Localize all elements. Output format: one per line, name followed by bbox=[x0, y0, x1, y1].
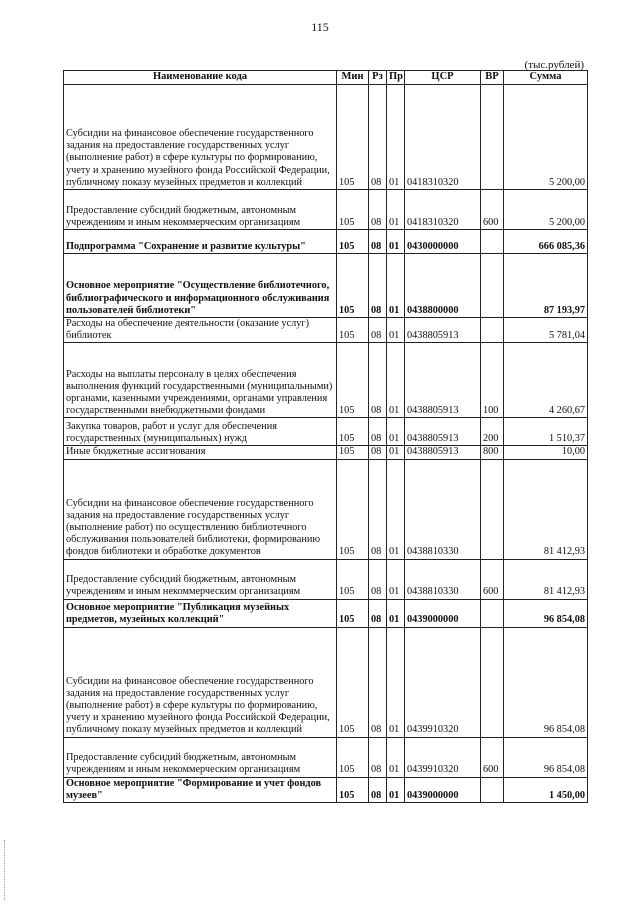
cell-csr: 0418310320 bbox=[405, 190, 481, 230]
cell-sum: 1 450,00 bbox=[504, 777, 588, 802]
cell-csr: 0439910320 bbox=[405, 627, 481, 737]
cell-pr: 01 bbox=[387, 343, 405, 418]
cell-sum: 5 200,00 bbox=[504, 190, 588, 230]
cell-min: 105 bbox=[337, 254, 369, 318]
cell-rz: 08 bbox=[369, 737, 387, 777]
cell-csr: 0438800000 bbox=[405, 254, 481, 318]
cell-sum: 10,00 bbox=[504, 446, 588, 459]
cell-csr: 0438805913 bbox=[405, 418, 481, 446]
cell-name: Иные бюджетные ассигнования bbox=[64, 446, 337, 459]
cell-vr bbox=[481, 230, 504, 254]
cell-name: Закупка товаров, работ и услуг для обеспечения государственных (муниципальных) нужд bbox=[64, 418, 337, 446]
page-number: 115 bbox=[311, 20, 329, 34]
cell-pr: 01 bbox=[387, 559, 405, 599]
cell-min: 105 bbox=[337, 230, 369, 254]
cell-rz: 08 bbox=[369, 777, 387, 802]
table-row bbox=[64, 599, 588, 627]
cell-pr: 01 bbox=[387, 190, 405, 230]
cell-vr bbox=[481, 318, 504, 343]
cell-rz: 08 bbox=[369, 559, 387, 599]
header-pr: Пр bbox=[387, 71, 405, 85]
cell-pr: 01 bbox=[387, 230, 405, 254]
cell-name: Расходы на обеспечение деятельности (оказание услуг) библиотек bbox=[64, 318, 337, 343]
cell-sum: 1 510,37 bbox=[504, 418, 588, 446]
cell-csr: 0430000000 bbox=[405, 230, 481, 254]
cell-rz: 08 bbox=[369, 459, 387, 559]
cell-name: Основное мероприятие "Осуществление библиотечного, библиографического и информационного обслуживания пользователей библиотеки" bbox=[64, 254, 337, 318]
table-row bbox=[64, 85, 588, 190]
table-row bbox=[64, 418, 588, 446]
cell-rz: 08 bbox=[369, 627, 387, 737]
cell-pr: 01 bbox=[387, 446, 405, 459]
cell-vr: 600 bbox=[481, 737, 504, 777]
cell-min: 105 bbox=[337, 446, 369, 459]
cell-name: Субсидии на финансовое обеспечение государственного задания на предоставление государственных услуг (выполнение работ) в сфере культуры по формированию, учету и хранению музейного фонда Российской Федерации, публичному показу музейных предметов и коллекций bbox=[64, 627, 337, 737]
cell-name: Основное мероприятие "Формирование и учет фондов музеев" bbox=[64, 777, 337, 802]
cell-csr: 0418310320 bbox=[405, 85, 481, 190]
cell-vr bbox=[481, 777, 504, 802]
table-row bbox=[64, 190, 588, 230]
cell-sum: 4 260,67 bbox=[504, 343, 588, 418]
cell-sum: 81 412,93 bbox=[504, 559, 588, 599]
cell-vr bbox=[481, 254, 504, 318]
cell-vr bbox=[481, 627, 504, 737]
cell-csr: 0438805913 bbox=[405, 318, 481, 343]
table-row bbox=[64, 459, 588, 559]
cell-sum: 81 412,93 bbox=[504, 459, 588, 559]
cell-min: 105 bbox=[337, 737, 369, 777]
cell-min: 105 bbox=[337, 777, 369, 802]
cell-vr bbox=[481, 599, 504, 627]
cell-pr: 01 bbox=[387, 737, 405, 777]
cell-vr: 800 bbox=[481, 446, 504, 459]
header-csr: ЦСР bbox=[405, 71, 481, 85]
cell-vr: 600 bbox=[481, 559, 504, 599]
header-name: Наименование кода bbox=[64, 71, 337, 85]
cell-sum: 96 854,08 bbox=[504, 599, 588, 627]
header-vr: ВР bbox=[481, 71, 504, 85]
table-row bbox=[64, 446, 588, 459]
cell-min: 105 bbox=[337, 459, 369, 559]
cell-pr: 01 bbox=[387, 627, 405, 737]
cell-vr bbox=[481, 459, 504, 559]
cell-sum: 5 781,04 bbox=[504, 318, 588, 343]
cell-pr: 01 bbox=[387, 459, 405, 559]
cell-min: 105 bbox=[337, 318, 369, 343]
header-rz: Рз bbox=[369, 71, 387, 85]
cell-min: 105 bbox=[337, 190, 369, 230]
cell-rz: 08 bbox=[369, 318, 387, 343]
cell-csr: 0439000000 bbox=[405, 777, 481, 802]
table-row bbox=[64, 254, 588, 318]
cell-csr: 0438805913 bbox=[405, 446, 481, 459]
cell-name: Предоставление субсидий бюджетным, автономным учреждениям и иным некоммерческим организациям bbox=[64, 559, 337, 599]
budget-table bbox=[63, 70, 588, 803]
cell-sum: 5 200,00 bbox=[504, 85, 588, 190]
table-row bbox=[64, 627, 588, 737]
header-min: Мин bbox=[337, 71, 369, 85]
cell-name: Субсидии на финансовое обеспечение государственного задания на предоставление государственных услуг (выполнение работ) в сфере культуры по формированию, учету и хранению музейного фонда Российской Федерации, публичному показу музейных предметов и коллекций bbox=[64, 85, 337, 190]
cell-csr: 0438805913 bbox=[405, 343, 481, 418]
cell-name: Предоставление субсидий бюджетным, автономным учреждениям и иным некоммерческим организациям bbox=[64, 737, 337, 777]
cell-csr: 0438810330 bbox=[405, 459, 481, 559]
cell-rz: 08 bbox=[369, 446, 387, 459]
table-body bbox=[64, 85, 588, 803]
cell-rz: 08 bbox=[369, 190, 387, 230]
table-row bbox=[64, 777, 588, 802]
table-header-row bbox=[64, 71, 588, 85]
cell-name: Субсидии на финансовое обеспечение государственного задания на предоставление государственных услуг (выполнение работ) по осуществлению библиотечного обслуживания пользователей библиотеки, формированию фондов библиотеки и обработке документов bbox=[64, 459, 337, 559]
cell-name: Предоставление субсидий бюджетным, автономным учреждениям и иным некоммерческим организациям bbox=[64, 190, 337, 230]
cell-vr bbox=[481, 85, 504, 190]
cell-min: 105 bbox=[337, 559, 369, 599]
cell-csr: 0438810330 bbox=[405, 559, 481, 599]
cell-sum: 87 193,97 bbox=[504, 254, 588, 318]
cell-csr: 0439910320 bbox=[405, 737, 481, 777]
cell-pr: 01 bbox=[387, 599, 405, 627]
table-row bbox=[64, 318, 588, 343]
cell-rz: 08 bbox=[369, 230, 387, 254]
table-row bbox=[64, 343, 588, 418]
cell-rz: 08 bbox=[369, 85, 387, 190]
cell-sum: 96 854,08 bbox=[504, 737, 588, 777]
table-row bbox=[64, 737, 588, 777]
table-row bbox=[64, 559, 588, 599]
cell-min: 105 bbox=[337, 85, 369, 190]
cell-min: 105 bbox=[337, 418, 369, 446]
cell-csr: 0439000000 bbox=[405, 599, 481, 627]
cell-name: Подпрограмма "Сохранение и развитие культуры" bbox=[64, 230, 337, 254]
cell-name: Расходы на выплаты персоналу в целях обеспечения выполнения функций государственными (муниципальными) органами, казенными учреждениями, органами управления государственными внебюджетными фондами bbox=[64, 343, 337, 418]
cell-min: 105 bbox=[337, 343, 369, 418]
unit-note: (тыс.рублей) bbox=[524, 59, 584, 71]
cell-vr: 100 bbox=[481, 343, 504, 418]
cell-rz: 08 bbox=[369, 418, 387, 446]
cell-pr: 01 bbox=[387, 318, 405, 343]
cell-rz: 08 bbox=[369, 343, 387, 418]
cell-name: Основное мероприятие "Публикация музейных предметов, музейных коллекций" bbox=[64, 599, 337, 627]
cell-pr: 01 bbox=[387, 85, 405, 190]
cell-min: 105 bbox=[337, 599, 369, 627]
cell-vr: 600 bbox=[481, 190, 504, 230]
cell-sum: 666 085,36 bbox=[504, 230, 588, 254]
cell-sum: 96 854,08 bbox=[504, 627, 588, 737]
scan-edge-mark bbox=[4, 840, 6, 900]
cell-rz: 08 bbox=[369, 254, 387, 318]
header-sum: Сумма bbox=[504, 71, 588, 85]
cell-pr: 01 bbox=[387, 254, 405, 318]
cell-pr: 01 bbox=[387, 777, 405, 802]
cell-vr: 200 bbox=[481, 418, 504, 446]
cell-rz: 08 bbox=[369, 599, 387, 627]
cell-pr: 01 bbox=[387, 418, 405, 446]
cell-min: 105 bbox=[337, 627, 369, 737]
table-row bbox=[64, 230, 588, 254]
